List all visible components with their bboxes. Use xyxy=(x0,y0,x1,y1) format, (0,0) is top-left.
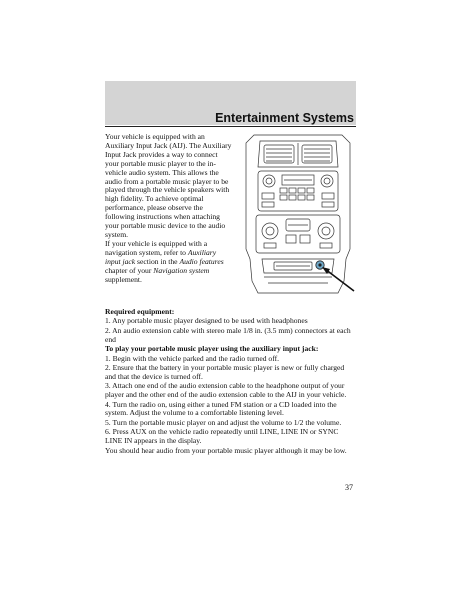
play-heading: To play your portable music player using the auxiliary input jack: xyxy=(105,344,319,354)
intro-text xyxy=(105,133,233,284)
instructions-body xyxy=(105,308,357,456)
intro-p2-part4: supplement. xyxy=(105,274,142,284)
page-number: 37 xyxy=(345,483,353,492)
intro-p2-part2: section in the xyxy=(135,256,180,266)
play-step-1: 1. Begin with the vehicle parked and the radio turned off. xyxy=(105,353,280,363)
required-item-1: 1. Any portable music player designed to be used with headphones xyxy=(105,316,308,326)
closing-note: You should hear audio from your portable music player although it may be low. xyxy=(105,445,347,455)
intro-p2-part3: chapter of your xyxy=(105,265,154,275)
play-step-6: 6. Press AUX on the vehicle radio repeatedly until LINE, LINE IN or SYNC LINE IN appears in the display. xyxy=(105,427,339,446)
section-title: Entertainment Systems xyxy=(215,111,354,125)
intro-paragraph-1: Your vehicle is equipped with an Auxiliary Input Jack (AIJ). The Auxiliary Input Jack provides a way to connect your portable music player to the in-vehicle audio system. This allows the audio from a portable music player to be played through the vehicle speakers with high fidelity. To achieve optimal performance, please observe the following instructions when attaching your portable music device to the audio system. xyxy=(105,132,232,239)
header-rule xyxy=(105,126,356,127)
aux-jack-reference: Auxiliary input jack xyxy=(105,247,217,266)
console-illustration xyxy=(240,131,356,295)
required-item-2: 2. An audio extension cable with stereo male 1/8 in. (3.5 mm) connectors at each end xyxy=(105,325,351,344)
play-step-5: 5. Turn the portable music player on and adjust the volume to 1/2 the volume. xyxy=(105,417,342,427)
intro-p2-part1: If your vehicle is equipped with a navigation system, refer to xyxy=(105,238,208,257)
intro-paragraph-2 xyxy=(105,240,233,285)
audio-features-reference: Audio features xyxy=(179,256,224,266)
play-step-3: 3. Attach one end of the audio extension cable to the headphone output of your player and the other end of the audio extension cable to the AIJ in your vehicle. xyxy=(105,381,347,400)
play-step-4: 4. Turn the radio on, using either a tuned FM station or a CD loaded into the system. Adjust the volume to a comfortable listening level. xyxy=(105,399,337,418)
required-equipment-heading: Required equipment: xyxy=(105,307,175,316)
navigation-system-reference: Navigation system xyxy=(153,265,210,275)
play-step-2: 2. Ensure that the battery in your portable music player is new or fully charged and that the device is turned off. xyxy=(105,362,345,381)
